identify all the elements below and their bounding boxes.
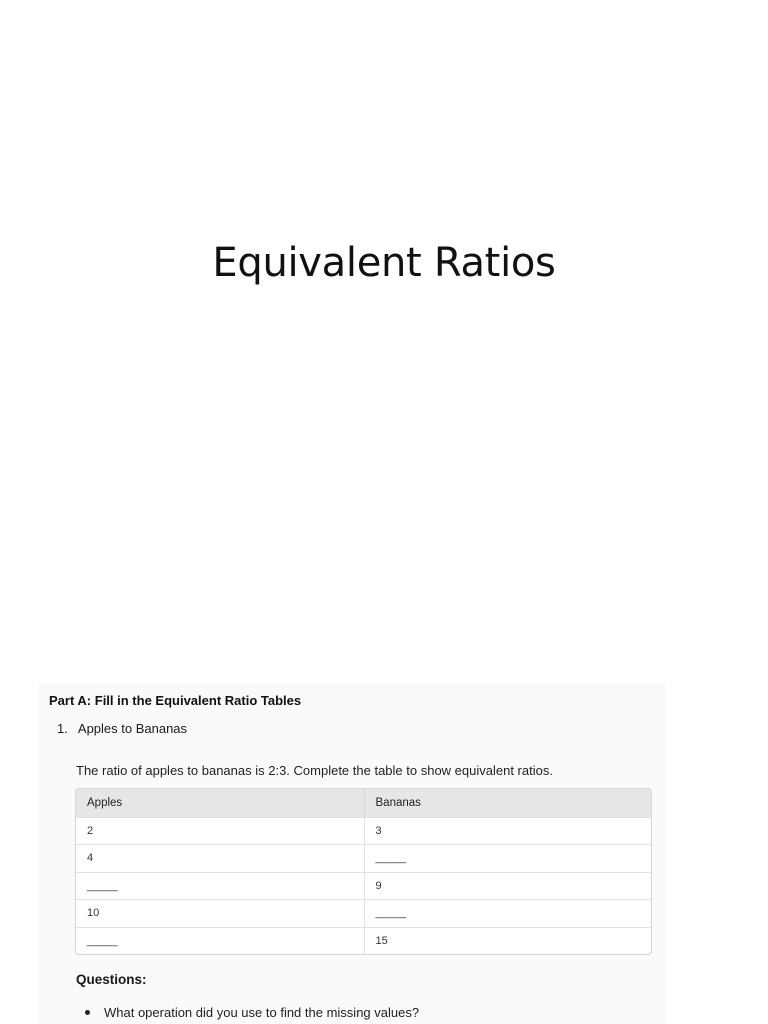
apples-cell: _____ bbox=[87, 934, 118, 947]
ratio-table bbox=[75, 788, 652, 955]
apples-cell: 4 bbox=[87, 852, 94, 865]
question-text: What operation did you use to find the missing values? bbox=[104, 1005, 420, 1020]
apples-cell: 10 bbox=[87, 907, 100, 920]
worksheet-screenshot bbox=[38, 684, 666, 1024]
bananas-cell: _____ bbox=[364, 845, 652, 872]
table-row bbox=[76, 817, 651, 845]
column-header-apples: Apples bbox=[87, 796, 123, 809]
bullet-icon bbox=[85, 1010, 90, 1015]
table-row bbox=[76, 927, 651, 955]
table-row bbox=[76, 844, 651, 872]
questions-heading: Questions: bbox=[76, 972, 147, 987]
apples-cell: 2 bbox=[87, 824, 94, 837]
apples-cell: _____ bbox=[87, 879, 118, 892]
bananas-cell: 3 bbox=[364, 818, 652, 845]
problem-prompt: The ratio of apples to bananas is 2:3. Complete the table to show equivalent ratios. bbox=[76, 763, 553, 778]
table-row bbox=[76, 899, 651, 927]
page-title: Equivalent Ratios bbox=[212, 240, 556, 286]
problem-number: 1. bbox=[57, 721, 68, 736]
table-row bbox=[76, 872, 651, 900]
table-header-row bbox=[76, 789, 651, 817]
column-header-bananas: Bananas bbox=[364, 789, 652, 817]
bananas-cell: _____ bbox=[364, 900, 652, 927]
bananas-cell: 15 bbox=[364, 928, 652, 955]
part-a-heading: Part A: Fill in the Equivalent Ratio Tables bbox=[49, 693, 302, 708]
problem-item bbox=[57, 721, 187, 736]
question-item bbox=[85, 1005, 419, 1020]
problem-label: Apples to Bananas bbox=[77, 721, 188, 736]
bananas-cell: 9 bbox=[364, 873, 652, 900]
